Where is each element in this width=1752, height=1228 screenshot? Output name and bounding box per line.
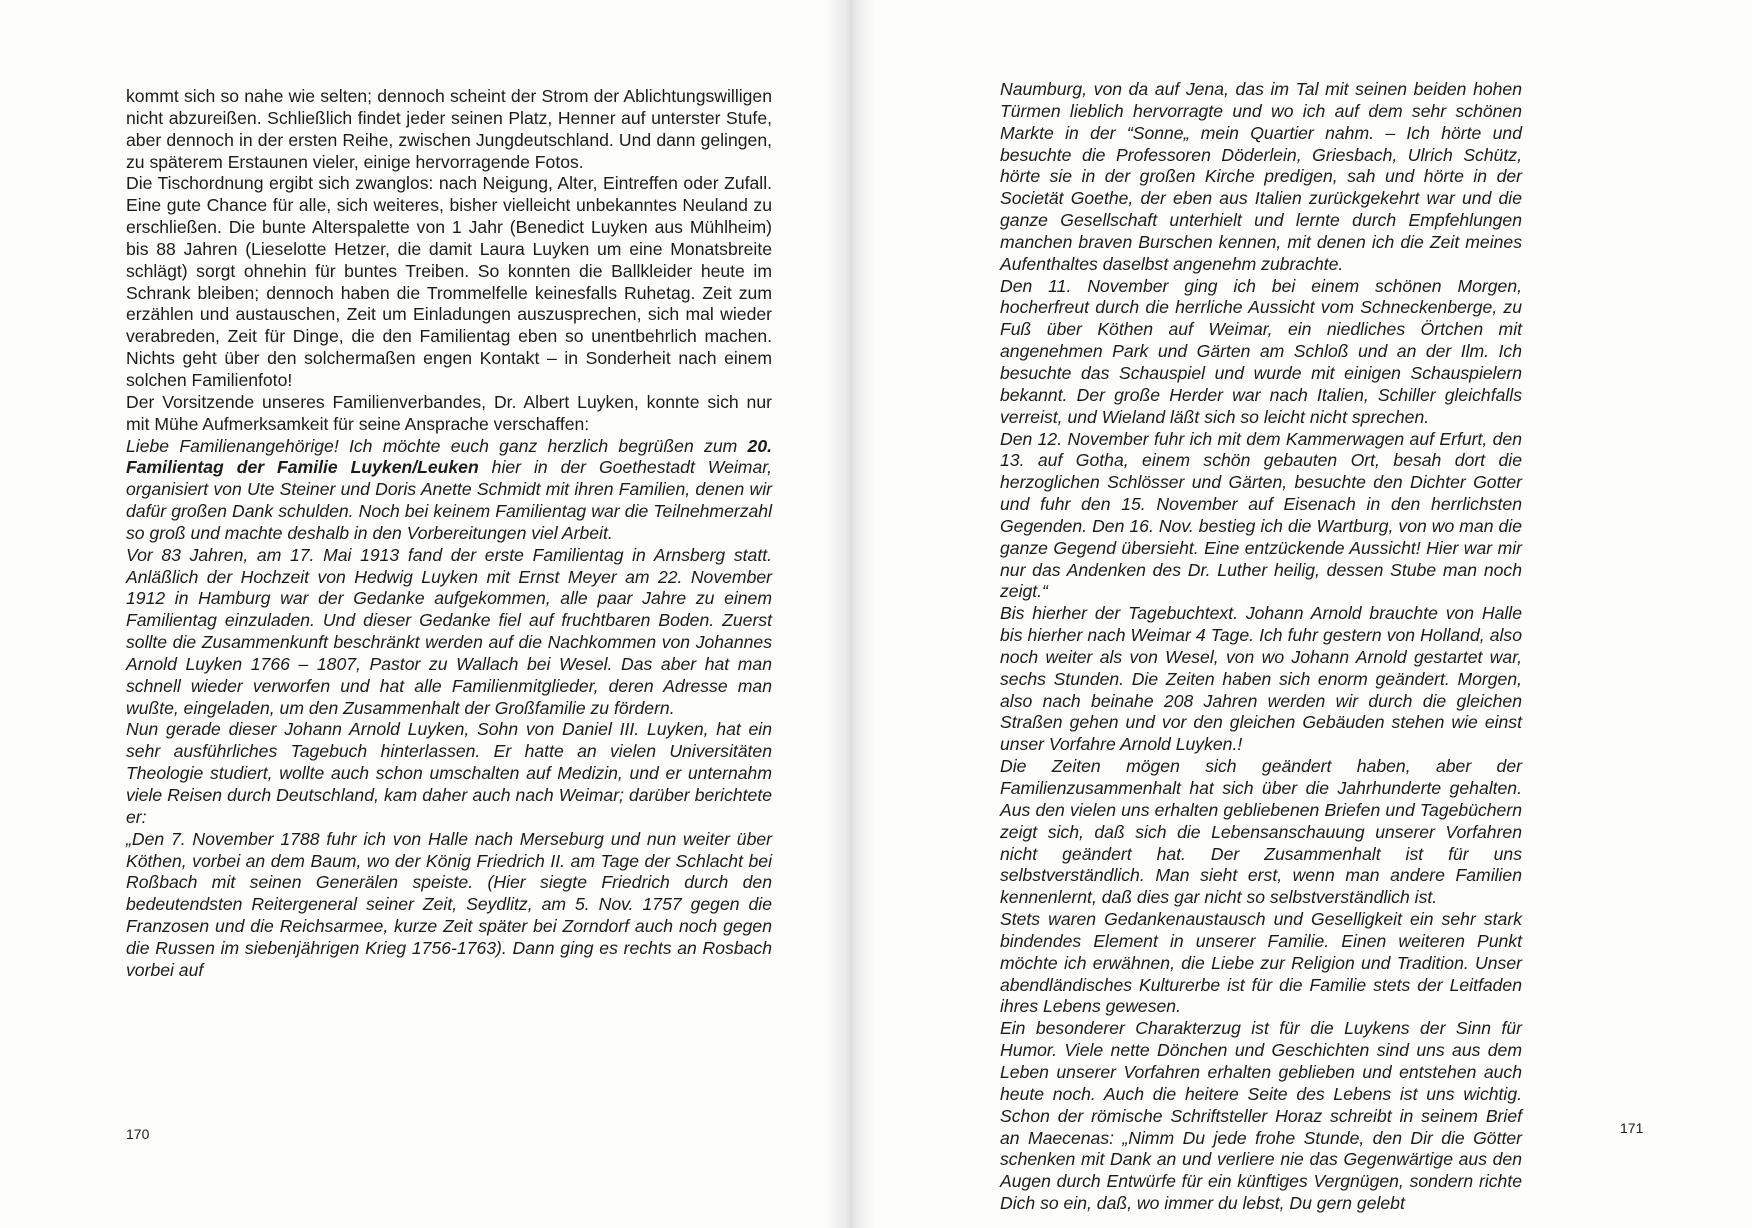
right-page [876,0,1752,1228]
page-number-left: 170 [126,1126,150,1142]
paragraph: Ein besonderer Charakterzug ist für die Luykens der Sinn für Humor. Viele nette Dönchen und Geschichten sind uns aus dem Leben unserer Vorfahren erhalten geblieben und entstehen auch heute noch. Auch die heitere Seite des Lebens ist uns wichtig. Schon der römische Schriftsteller Horaz schreibt in seinem Brief an Maecenas: „Nimm Du jede frohe Stunde, den Dir die Götter schenken mit Dank an und verliere nie das Gegenwärtige aus den Augen durch Entwürfe für ein künftiges Vergnügen, sondern richte Dich so ein, daß, wo immer du lebst, Du gern gelebt [1000,1018,1522,1214]
paragraph: Die Tischordnung ergibt sich zwanglos: nach Neigung, Alter, Eintreffen oder Zufall. Eine gute Chance für alle, sich weiteres, bisher vielleicht unbekanntes Neuland zu erschließen. Die bunte Alterspalette von 1 Jahr (Benedict Luyken aus Mühlheim) bis 88 Jahren (Lieselotte Hetzer, die damit Laura Luyken um eine Monatsbreite schlägt) sorgt ohnehin für buntes Treiben. So konnten die Ballkleider heute im Schrank bleiben; dennoch haben die Trommelfelle keinesfalls Ruhetag. Zeit zum erzählen und austauschen, Zeit um Einladungen auszusprechen, sich mal wieder verabreden, Zeit für Dinge, die den Familientag eben so unentbehrlich machen. Nichts geht über den solchermaßen engen Kontakt – in Sonderheit nach einem solchen Familienfoto! [126,173,772,390]
paragraph: Naumburg, von da auf Jena, das im Tal mit seinen beiden hohen Türmen lieblich hervorragte und wo ich auf dem sehr schönen Markte in der “Sonne„ mein Quartier nahm. – Ich hörte und besuchte die Professoren Döderlein, Griesbach, Ulrich Schütz, hörte sie in der großen Kirche predigen, sah und hörte in der Societät Goethe, der eben aus Italien zurückgekehrt war und die ganze Gesellschaft unterhielt und lernte durch Empfehlungen manchen braven Burschen kennen, mit denen ich die Zeit meines Aufenthaltes daselbst angenehm zubrachte. [1000,79,1522,274]
book-gutter [826,0,876,1228]
right-page-text [1000,79,1522,1215]
speech-bold-title: 20. Familientag der Familie Luyken/Leuken [126,435,772,478]
page-number-right: 171 [1620,1120,1644,1136]
paragraph: kommt sich so nahe wie selten; dennoch scheint der Strom der Ablichtungswilligen nicht abzureißen. Schließlich findet jeder seinen Platz, Henner auf unterster Stufe, aber dennoch in der ersten Reihe, zwischen Jungdeutschland. Und dann gelingen, zu späterem Erstaunen vieler, einige hervorragende Fotos. [126,86,772,172]
paragraph: Stets waren Gedankenaustausch und Geselligkeit ein sehr stark bindendes Element in unserer Familie. Einen weiteren Punkt möchte ich erwähnen, die Liebe zur Religion und Tradition. Unser abendländisches Kulturerbe ist für die Familie stets der Leitfaden ihres Lebens gewesen. [1000,909,1522,1017]
speech-text: Liebe Familienangehörige! Ich möchte euch ganz herzlich begrüßen zum [126,435,748,456]
left-page [0,0,826,1228]
paragraph: Den 11. November ging ich bei einem schönen Morgen, hocherfreut durch die herrliche Aussicht vom Schneckenberge, zu Fuß über Köthen auf Weimar, ein niedliches Örtchen mit angenehmen Park und Gärten am Schloß und an der Ilm. Ich besuchte das Schauspiel und wurde mit einigen Schauspielern bekannt. Der große Herder war nach Italien, Schiller gleichfalls verreist, und Wieland läßt sich so leicht nicht sprechen. [1000,275,1522,427]
paragraph: Bis hierher der Tagebuchtext. Johann Arnold brauchte von Halle bis hierher nach Weimar 4 Tage. Ich fuhr gestern von Holland, also noch weiter als von Wesel, von wo Johann Arnold gestartet war, sechs Stunden. Die Zeiten haben sich enorm geändert. Morgen, also nach beinahe 208 Jahren werden wir durch die gleichen Straßen gehen und vor den gleichen Gebäuden stehen wie einst unser Vorfahre Arnold Luyken.! [1000,603,1522,755]
left-page-text [126,86,772,982]
paragraph: Der Vorsitzende unseres Familienverbandes, Dr. Albert Luyken, konnte sich nur mit Mühe Aufmerksamkeit für seine Ansprache verschaffen: [126,391,772,434]
diary-quote: „Den 7. November 1788 fuhr ich von Halle nach Merseburg und nun weiter über Köthen, vorbei an dem Baum, wo der König Friedrich II. am Tage der Schlacht bei Roßbach mit seinen Generälen speiste. (Hier siegte Friedrich durch den bedeutendsten Reitergeneral seiner Zeit, Seydlitz, am 5. Nov. 1757 gegen die Franzosen und die Reichsarmee, kurze Zeit später bei Zorndorf auch noch gegen die Russen im siebenjährigen Krieg 1756-1763). Dann ging es rechts an Rosbach vorbei auf [126,828,772,980]
paragraph: Vor 83 Jahren, am 17. Mai 1913 fand der erste Familientag in Arnsberg statt. Anläßlich der Hochzeit von Hedwig Luyken mit Ernst Meyer am 22. November 1912 in Hamburg war der Gedanke aufgekommen, alle paar Jahre zu einem Familientag einzuladen. Und dieser Gedanke fiel auf fruchtbaren Boden. Zuerst sollte die Zusammenkunft beschränkt werden auf die Nachkommen von Johannes Arnold Luyken 1766 – 1807, Pastor zu Wallach bei Wesel. Das aber hat man schnell wieder verworfen und hat alle Familienmitglieder, deren Adresse man wußte, eingeladen, um den Zusammenhalt der Großfamilie zu fördern. [126,544,772,718]
paragraph: Die Zeiten mögen sich geändert haben, aber der Familienzusammenhalt hat sich über die Jahrhunderte gehalten. Aus den vielen uns erhalten gebliebenen Briefen und Tagebüchern zeigt sich, daß sich die Lebensanschauung unserer Vorfahren nicht geändert hat. Der Zusammenhalt ist für uns selbstverständlich. Man sieht erst, wenn man andere Familien kennenlernt, daß dies gar nicht so selbstverständlich ist. [1000,756,1522,908]
speech-paragraph [126,436,772,545]
speech-text-after: hier in der Goethestadt Weimar, organisiert von Ute Steiner und Doris Anette Schmidt mit ihren Familien, denen wir dafür großen Dank schulden. Noch bei keinem Familientag war die Teilnehmerzahl so groß und machte deshalb in den Vorbereitungen viel Arbeit. [126,457,773,543]
paragraph: Nun gerade dieser Johann Arnold Luyken, Sohn von Daniel III. Luyken, hat ein sehr ausführliches Tagebuch hinterlassen. Er hatte an vielen Universitäten Theologie studiert, wollte auch schon umschalten auf Medizin, und er unternahm viele Reisen durch Deutschland, kam daher auch nach Weimar; darüber berichtete er: [126,719,772,827]
paragraph: Den 12. November fuhr ich mit dem Kammerwagen auf Erfurt, den 13. auf Gotha, einem schön gebauten Ort, besah dort die herzoglichen Schlösser und Gärten, besuchte den Dichter Gotter und fuhr den 15. November auf Eisenach in den herrlichsten Gegenden. Den 16. Nov. bestieg ich die Wartburg, von wo man die ganze Gegend übersieht. Eine entzückende Aussicht! Hier war mir nur das Andenken des Dr. Luther heilig, dessen Stube man noch zeigt.“ [1000,428,1522,602]
